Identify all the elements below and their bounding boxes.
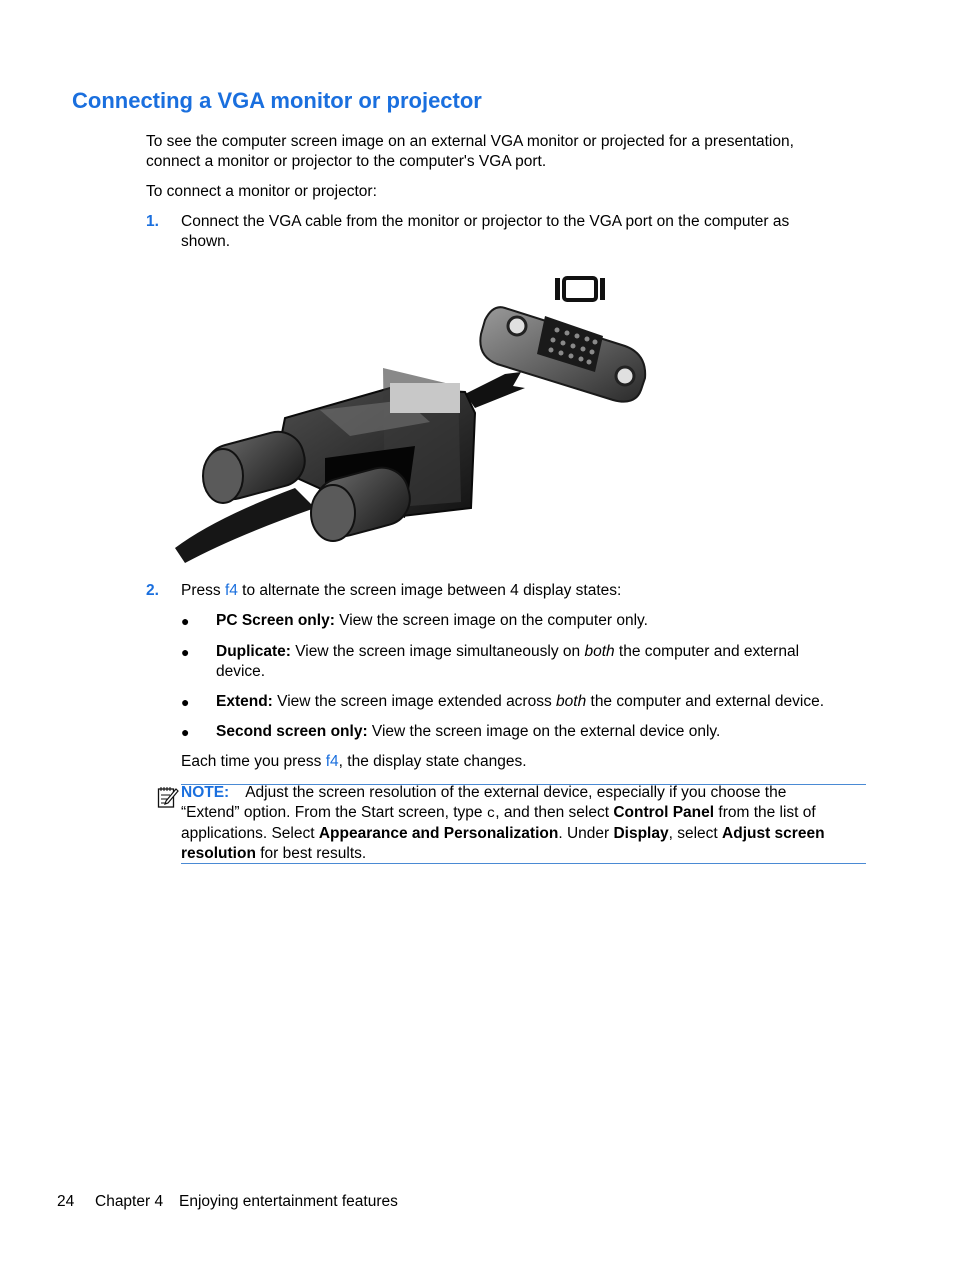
intro-line-1: To see the computer screen image on an external VGA monitor or projected for a presentation, (146, 133, 794, 150)
step-1-line-2: shown. (181, 232, 231, 250)
note-text: “Extend” option. From the Start screen, type (181, 803, 487, 821)
note-bold: Appearance and Personalization (318, 825, 559, 842)
state-desc: View the screen image on the external device only. (367, 723, 721, 740)
state-second-screen-only (216, 722, 720, 742)
footer-chapter: Chapter 4 (95, 1193, 164, 1210)
note-bold: Adjust screen (722, 825, 825, 842)
vga-cable (175, 488, 315, 563)
step-2-text (181, 581, 621, 601)
each-time-post: , the display state changes. (338, 753, 527, 770)
state-term: PC Screen only: (216, 612, 335, 629)
bullet-icon: ● (181, 724, 190, 740)
state-extend (216, 692, 824, 712)
vga-port-icon (555, 278, 605, 300)
bullet-icon: ● (181, 694, 190, 710)
f4-key-link[interactable]: f4 (325, 753, 339, 770)
state-duplicate (216, 642, 799, 681)
to-connect-text: To connect a monitor or projector: (146, 183, 377, 200)
bullet-icon: ● (181, 613, 190, 629)
state-emphasis: both (584, 643, 615, 660)
page-number: 24 (57, 1193, 75, 1210)
state-term: Duplicate: (216, 643, 291, 660)
step-1-line-1: Connect the VGA cable from the monitor or projector to the VGA port on the computer as (181, 213, 790, 230)
note-key: c (486, 805, 496, 822)
note-bold: resolution (181, 844, 256, 862)
note-label: NOTE: (181, 784, 230, 801)
state-desc: View the screen image extended across (272, 693, 557, 710)
step-2-post: to alternate the screen image between 4 display states: (237, 582, 622, 599)
arrow-icon (465, 372, 525, 408)
note-bold: Display (613, 825, 669, 842)
state-desc: the computer and external (614, 643, 800, 660)
note-text: . Under (558, 825, 614, 842)
state-term: Extend: (216, 693, 273, 710)
step-2-pre: Press (181, 582, 225, 599)
state-pc-screen-only (216, 611, 648, 631)
note-text: applications. Select (181, 825, 319, 842)
step-1-text (181, 212, 789, 251)
note-text: for best results. (255, 844, 367, 862)
step-1-number: 1. (146, 213, 159, 230)
state-desc: View the screen image simultaneously on (290, 643, 585, 660)
state-desc: View the screen image on the computer only. (334, 612, 648, 629)
vga-connection-illustration (175, 268, 655, 568)
note-icon (157, 785, 179, 809)
bullet-icon: ● (181, 644, 190, 660)
each-time-pre: Each time you press (181, 753, 326, 770)
footer-chapter-title: Enjoying entertainment features (179, 1193, 398, 1210)
state-term: Second screen only: (216, 723, 368, 740)
intro-line-2: connect a monitor or projector to the computer's VGA port. (146, 152, 547, 170)
note-text: , and then select (495, 803, 614, 821)
step-2-number: 2. (146, 582, 159, 599)
note-block (181, 783, 825, 863)
f4-key-link[interactable]: f4 (224, 582, 238, 599)
page-title: Connecting a VGA monitor or projector (72, 88, 482, 113)
each-time-text (181, 752, 527, 772)
note-text: from the list of (714, 803, 816, 821)
note-text: , select (668, 825, 723, 842)
state-desc: the computer and external device. (586, 693, 825, 710)
note-line-1: Adjust the screen resolution of the external device, especially if you choose the (245, 784, 787, 801)
state-desc-line-2: device. (216, 662, 266, 680)
note-bottom-rule (181, 863, 866, 864)
intro-paragraph (146, 132, 794, 171)
state-emphasis: both (556, 693, 587, 710)
note-bold: Control Panel (613, 803, 715, 821)
